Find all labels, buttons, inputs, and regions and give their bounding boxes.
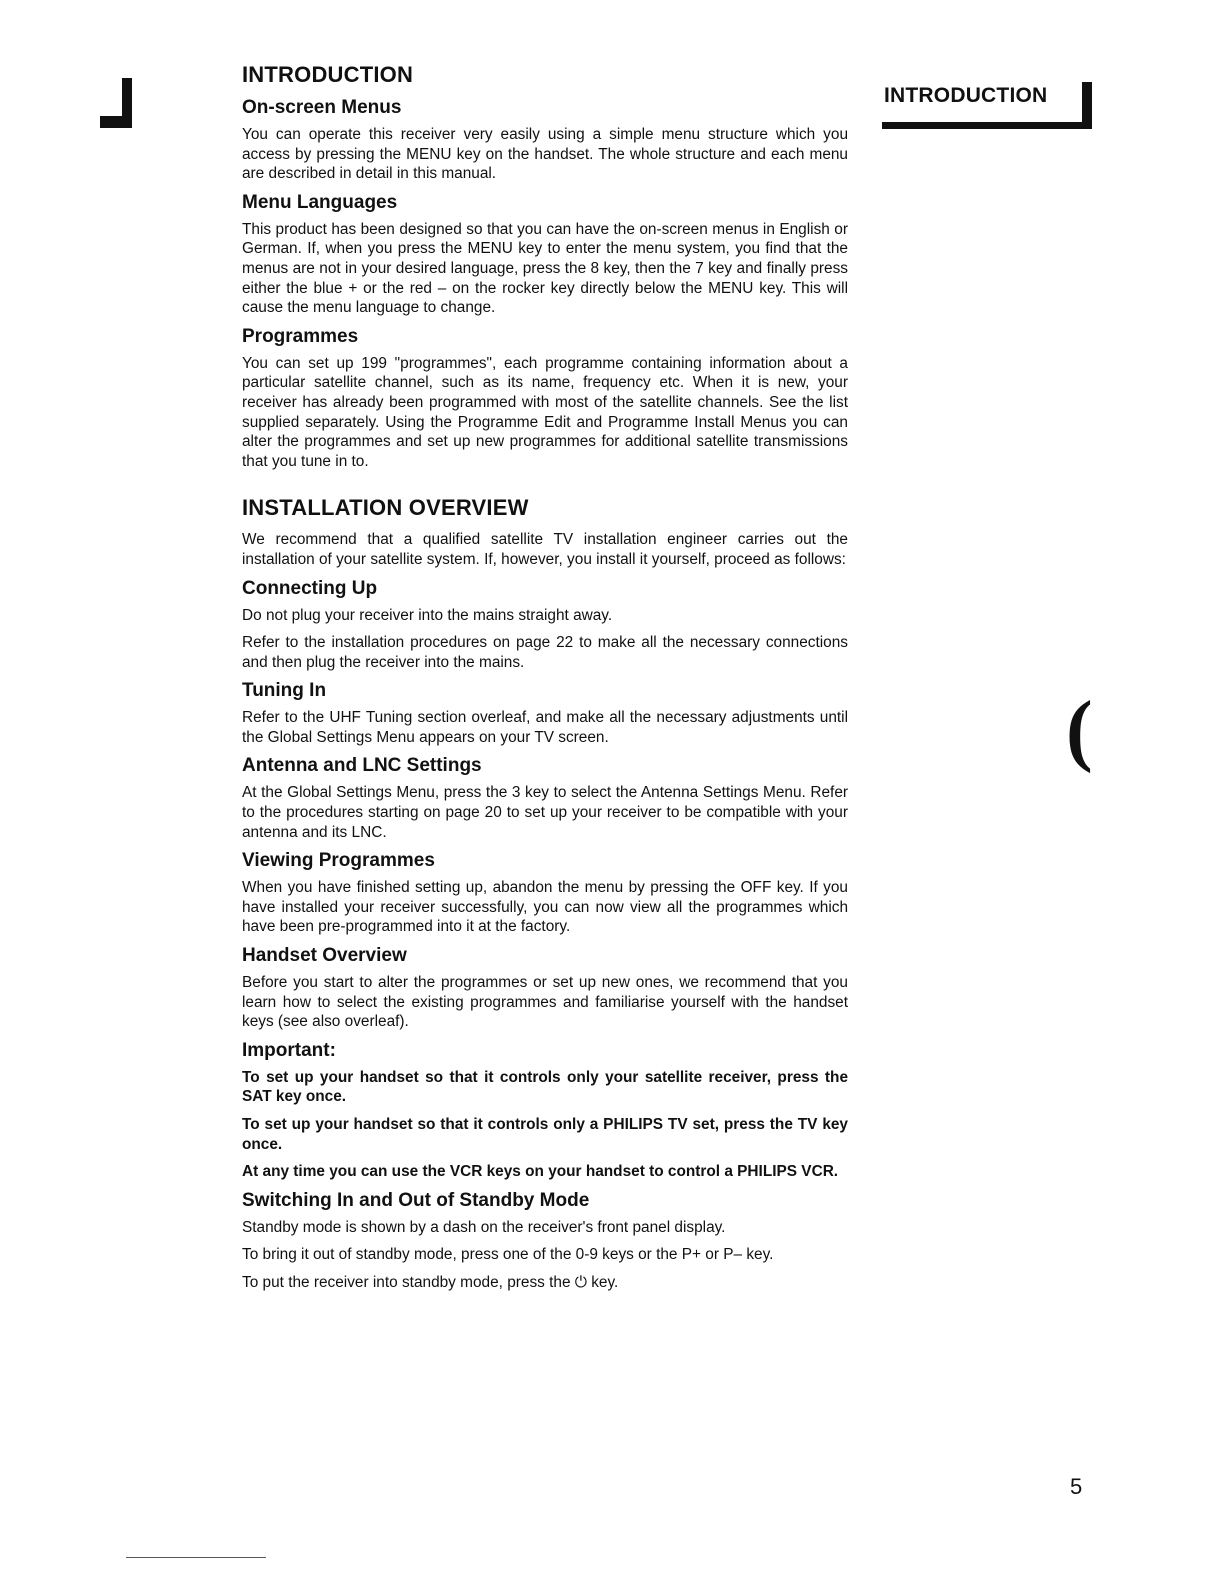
- important-note: To set up your handset so that it controls only your satellite receiver, press the SAT key once.: [242, 1068, 848, 1106]
- section-tab-header: [882, 82, 1092, 136]
- heading-viewing-programmes: Viewing Programmes: [242, 850, 435, 872]
- section-tab-post: [1082, 82, 1092, 129]
- heading-onscreen-menus: On-screen Menus: [242, 97, 402, 118]
- paragraph: Refer to the installation procedures on page 22 to make all the necessary connections and then plug the receiver into the mains.: [242, 634, 848, 671]
- paragraph: You can set up 199 "programmes", each programme containing information about a particular satellite channel, such as its name, frequency etc. When it is new, your receiver has already been programmed with most of the satellite channels. See the list supplied separately. Using the Programme Edit and Programme Install Menus you can alter the programmes and set up new programmes for additional satellite transmissions that you tune in to.: [242, 354, 848, 470]
- heading-menu-languages: Menu Languages: [242, 191, 398, 213]
- page-number: 5: [1070, 1474, 1083, 1499]
- heading-connecting-up: Connecting Up: [242, 577, 378, 599]
- paragraph: At the Global Settings Menu, press the 3 key to select the Antenna Settings Menu. Refer to the procedures starting on page 20 to set up your receiver to be compatible with your antenna and its LNC.: [242, 784, 848, 841]
- paragraph: We recommend that a qualified satellite TV installation engineer carries out the installation of your satellite system. If, however, you install it yourself, proceed as follows:: [242, 531, 848, 568]
- paragraph: When you have finished setting up, abandon the menu by pressing the OFF key. If you have installed your receiver successfully, you can now view all the programmes which have been pre-programmed into it at the factory.: [242, 879, 848, 936]
- introduction-title: INTRODUCTION: [242, 62, 414, 87]
- heading-handset-overview: Handset Overview: [242, 945, 407, 967]
- heading-important: Important:: [242, 1039, 336, 1061]
- scan-artifact-line: [126, 1557, 266, 1558]
- important-note: At any time you can use the VCR keys on your handset to control a PHILIPS VCR.: [242, 1163, 839, 1181]
- paragraph: To bring it out of standby mode, press one of the 0-9 keys or the P+ or P– key.: [242, 1246, 774, 1264]
- important-note: To set up your handset so that it controls only a PHILIPS TV set, press the TV key once.: [242, 1116, 848, 1153]
- page-body: [242, 62, 848, 1301]
- margin-bracket-mark: (: [1066, 686, 1093, 774]
- heading-standby-mode: Switching In and Out of Standby Mode: [242, 1189, 590, 1211]
- paragraph: Standby mode is shown by a dash on the receiver's front panel display.: [242, 1218, 726, 1236]
- paragraph: This product has been designed so that you can have the on-screen menus in English or German. If, when you press the MENU key to enter the menu system, you find that the menus are not in your desired language, press the 8 key, then the 7 key and finally press either the blue + or the red – on the rocker key directly below the MENU key. This will cause the menu language to change.: [242, 220, 848, 317]
- heading-antenna-lnc-settings: Antenna and LNC Settings: [242, 755, 482, 777]
- section-tab-label: INTRODUCTION: [884, 84, 1048, 107]
- installation-overview-title: INSTALLATION OVERVIEW: [242, 495, 529, 521]
- heading-tuning-in: Tuning In: [242, 680, 327, 702]
- heading-programmes: Programmes: [242, 325, 359, 347]
- paragraph: Before you start to alter the programmes or set up new ones, we recommend that you learn how to select the existing programmes and familiarise yourself with the handset keys (see also overleaf).: [242, 974, 848, 1031]
- paragraph: To put the receiver into standby mode, press the ⏻ key.: [242, 1273, 619, 1291]
- paragraph: Refer to the UHF Tuning section overleaf, and make all the necessary adjustments until the Global Settings Menu appears on your TV screen.: [242, 709, 848, 746]
- section-tab-underline: [882, 122, 1092, 129]
- paragraph: Do not plug your receiver into the mains straight away.: [242, 606, 613, 624]
- paragraph: You can operate this receiver very easily using a simple menu structure which you access by pressing the MENU key on the handset. The whole structure and each menu are described in detail in this manual.: [242, 126, 848, 183]
- corner-crop-mark: [100, 78, 132, 128]
